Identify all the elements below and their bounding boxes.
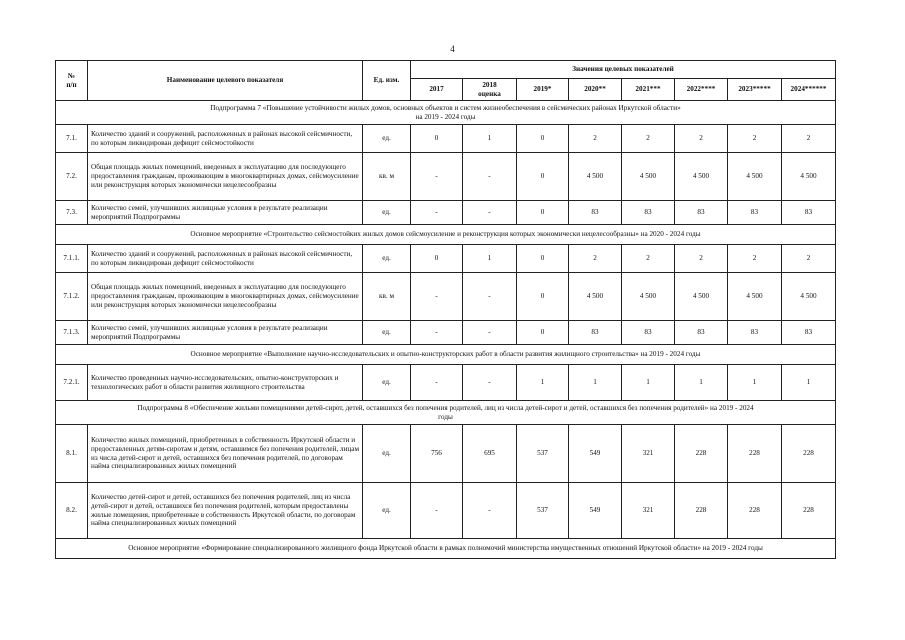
header-num: № п/п [56, 61, 88, 101]
indicator-name: Количество проведенных научно-исследовательских, опытно-конструкторских и технологических работ в области развития жилищного строительства [88, 365, 363, 401]
row-number: 7.2. [56, 153, 88, 201]
indicator-name: Общая площадь жилых помещений, введенных в эксплуатацию для последующего предоставления гражданам, проживающим в многоквартирных домах, сейсмоусиление или реконструкция которых экономически нецелесообразны [88, 153, 363, 201]
unit-of-measure: кв. м [363, 153, 411, 201]
indicator-value: 1 [782, 365, 836, 401]
table-row [56, 153, 836, 201]
indicator-value: 2 [569, 245, 622, 273]
indicator-value: - [463, 321, 517, 345]
table-row [56, 273, 836, 321]
indicator-value: - [463, 483, 517, 539]
row-number: 8.1. [56, 425, 88, 483]
subprogram-heading: Подпрограмма 7 «Повышение устойчивости жилых домов, основных объектов и систем жизнеобеспечения в сейсмических районах Иркутской области» на 2019 - 2024 годы [56, 101, 836, 125]
indicator-value: - [463, 201, 517, 225]
indicator-value: 321 [622, 425, 675, 483]
indicator-value: 83 [782, 321, 836, 345]
indicator-value: - [411, 321, 463, 345]
subprogram-heading: Подпрограмма 8 «Обеспечение жильми помещениями детей-сирот, детей, оставшихся без попечения родителей, лиц из числа детей-сирот и детей, оставшихся без попечения родителей» на 2019 - 2024 годы [56, 401, 836, 425]
header-year: 2023***** [728, 79, 782, 101]
indicator-value: 1 [517, 365, 569, 401]
indicator-value: 4 500 [569, 273, 622, 321]
indicator-value: 0 [517, 273, 569, 321]
indicator-name: Общая площадь жилых помещений, введенных в эксплуатацию для последующего предоставления гражданам, проживающим в многоквартирных домах, сейсмоусиление или реконструкция которых экономически нецелесообразны [88, 273, 363, 321]
indicator-value: 1 [569, 365, 622, 401]
indicator-value: 83 [622, 201, 675, 225]
indicator-value: 537 [517, 483, 569, 539]
indicator-value: 4 500 [569, 153, 622, 201]
indicator-value: 0 [411, 245, 463, 273]
indicator-name: Количество зданий и сооружений, расположенных в районах высокой сейсмичности, по которым ликвидирован дефицит сейсмостойкости [88, 125, 363, 153]
page-number: 4 [450, 44, 455, 54]
indicator-value: 2 [782, 245, 836, 273]
indicator-value: 228 [675, 425, 728, 483]
unit-of-measure: ед. [363, 125, 411, 153]
unit-of-measure: ед. [363, 321, 411, 345]
header-year: 2021*** [622, 79, 675, 101]
indicator-value: 1 [675, 365, 728, 401]
indicator-value: 83 [782, 201, 836, 225]
main-activity-heading: Основное мероприятие «Выполнение научно-исследовательских и опытно-конструкторских работ в области развития жилищного строительства» на 2019 - 2024 годы [56, 345, 836, 365]
indicator-value: - [411, 483, 463, 539]
indicator-value: 2 [728, 245, 782, 273]
indicator-value: 0 [517, 321, 569, 345]
indicator-value: 4 500 [622, 273, 675, 321]
indicator-value: 756 [411, 425, 463, 483]
indicator-value: 228 [675, 483, 728, 539]
indicator-value: 83 [569, 321, 622, 345]
indicator-value: 83 [728, 201, 782, 225]
row-number: 7.1.1. [56, 245, 88, 273]
indicator-value: 549 [569, 483, 622, 539]
indicator-value: 695 [463, 425, 517, 483]
unit-of-measure: ед. [363, 425, 411, 483]
indicator-value: 2 [569, 125, 622, 153]
indicator-name: Количество детей-сирот и детей, оставшихся без попечения родителей, лиц из числа детей-сирот и детей, оставшихся без попечения родителей, которым предоставлены жилые помещения, приобретенные в собственность Иркутской области, по договорам найма специализированных жилых помещений [88, 483, 363, 539]
header-name: Наименование целевого показателя [88, 61, 363, 101]
header-unit: Ед. изм. [363, 61, 411, 101]
indicator-value: 228 [728, 483, 782, 539]
row-number: 7.1.2. [56, 273, 88, 321]
header-year: 2022**** [675, 79, 728, 101]
indicator-value: 83 [675, 201, 728, 225]
unit-of-measure: кв. м [363, 273, 411, 321]
indicator-value: 2 [728, 125, 782, 153]
table-row [56, 201, 836, 225]
indicator-value: 0 [517, 245, 569, 273]
row-number: 7.2.1. [56, 365, 88, 401]
unit-of-measure: ед. [363, 245, 411, 273]
indicator-value: 1 [463, 245, 517, 273]
indicator-value: - [411, 273, 463, 321]
indicator-value: 83 [728, 321, 782, 345]
indicator-value: 2 [622, 245, 675, 273]
row-number: 7.3. [56, 201, 88, 225]
table-row [56, 125, 836, 153]
unit-of-measure: ед. [363, 483, 411, 539]
header-year: 2018 оценка [463, 79, 517, 101]
indicator-value: 321 [622, 483, 675, 539]
indicator-value: 0 [517, 125, 569, 153]
indicator-value: 4 500 [675, 273, 728, 321]
header-values-title: Значения целевых показателей [411, 61, 836, 79]
indicator-value: 2 [675, 125, 728, 153]
header-year: 2017 [411, 79, 463, 101]
indicator-name: Количество семей, улучшивших жилищные условия в результате реализации мероприятий Подпрограммы [88, 321, 363, 345]
indicator-value: 549 [569, 425, 622, 483]
indicator-name: Количество зданий и сооружений, расположенных в районах высокой сейсмичности, по которым ликвидирован дефицит сейсмостойкости [88, 245, 363, 273]
row-number: 7.1.3. [56, 321, 88, 345]
indicator-value: 537 [517, 425, 569, 483]
indicator-value: 4 500 [675, 153, 728, 201]
indicator-value: 4 500 [728, 153, 782, 201]
indicator-value: 0 [517, 201, 569, 225]
table-row [56, 321, 836, 345]
target-indicators-table [55, 60, 836, 559]
table-row [56, 425, 836, 483]
indicator-value: 1 [728, 365, 782, 401]
indicator-value: 83 [622, 321, 675, 345]
indicator-value: - [463, 365, 517, 401]
indicator-value: 4 500 [782, 153, 836, 201]
indicator-value: 83 [569, 201, 622, 225]
indicator-value: 83 [675, 321, 728, 345]
indicator-value: - [463, 153, 517, 201]
main-activity-heading: Основное мероприятие «Строительство сейсмостойких жилых домов сейсмоусиление и реконструкция которых экономически нецелесообразны» на 2020 - 2024 годы [56, 225, 836, 245]
indicator-value: 4 500 [782, 273, 836, 321]
row-number: 7.1. [56, 125, 88, 153]
header-year: 2024****** [782, 79, 836, 101]
indicator-name: Количество семей, улучшивших жилищные условия в результате реализации мероприятий Подпрограммы [88, 201, 363, 225]
indicator-value: - [411, 201, 463, 225]
table-row [56, 483, 836, 539]
table-row [56, 245, 836, 273]
header-year: 2020** [569, 79, 622, 101]
indicator-value: 2 [782, 125, 836, 153]
indicator-value: 4 500 [622, 153, 675, 201]
indicator-value: 2 [622, 125, 675, 153]
unit-of-measure: ед. [363, 365, 411, 401]
indicator-name: Количество жилых помещений, приобретенных в собственность Иркутской области и предоставленных детям-сиротам и детям, оставшимся без попечения родителей, лицам из числа детей-сирот и детей, оставшихся без попечения родителей, по договорам найма специализированных жилых помещений [88, 425, 363, 483]
indicator-value: 1 [463, 125, 517, 153]
indicator-value: 1 [622, 365, 675, 401]
indicator-value: - [411, 153, 463, 201]
indicator-value: 4 500 [728, 273, 782, 321]
indicator-value: 0 [517, 153, 569, 201]
row-number: 8.2. [56, 483, 88, 539]
indicator-value: 228 [728, 425, 782, 483]
indicator-value: - [411, 365, 463, 401]
table-row [56, 365, 836, 401]
indicator-value: - [463, 273, 517, 321]
header-year: 2019* [517, 79, 569, 101]
unit-of-measure: ед. [363, 201, 411, 225]
indicator-value: 0 [411, 125, 463, 153]
indicator-value: 228 [782, 483, 836, 539]
indicator-value: 2 [675, 245, 728, 273]
indicator-value: 228 [782, 425, 836, 483]
main-activity-heading: Основное мероприятие «Формирование специализированного жилищного фонда Иркутской области в рамках полномочий министерства имущественных отношений Иркутской области» на 2019 - 2024 годы [56, 539, 836, 559]
